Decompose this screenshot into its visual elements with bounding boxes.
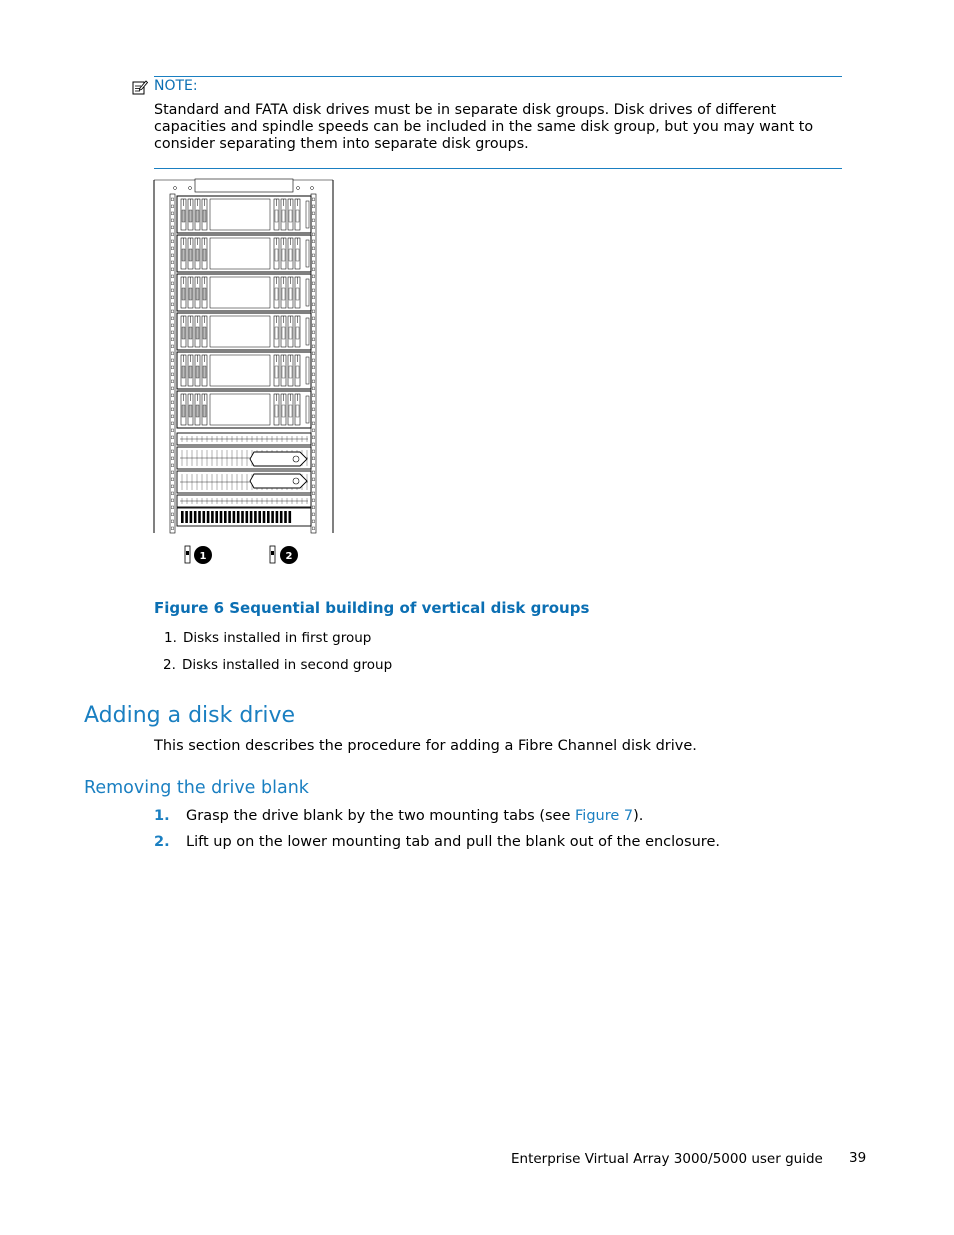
rail-hole bbox=[312, 387, 315, 390]
power-outlet bbox=[194, 511, 197, 523]
power-outlet bbox=[254, 511, 257, 523]
disk-handle bbox=[296, 210, 299, 222]
rail-hole bbox=[312, 520, 315, 523]
rail-hole bbox=[312, 366, 315, 369]
controller-bezel bbox=[250, 452, 307, 466]
disk-handle bbox=[282, 249, 285, 261]
figure-7-link[interactable]: Figure 7 bbox=[575, 808, 634, 824]
rail-hole bbox=[312, 436, 315, 439]
disk-handle bbox=[289, 366, 292, 378]
disk-handle bbox=[189, 327, 192, 339]
power-outlet bbox=[190, 511, 193, 523]
disk-handle bbox=[196, 405, 199, 417]
step-1-text bbox=[186, 808, 643, 824]
power-outlet bbox=[198, 511, 201, 523]
rail-hole bbox=[312, 219, 315, 222]
rail-hole bbox=[312, 478, 315, 481]
rail-hole bbox=[312, 226, 315, 229]
callout-2-marker bbox=[270, 546, 298, 564]
power-outlet bbox=[224, 511, 227, 523]
power-outlet bbox=[233, 511, 236, 523]
rail-hole bbox=[312, 352, 315, 355]
step-2-text: Lift up on the lower mounting tab and pull the blank out of the enclosure. bbox=[186, 834, 720, 850]
disk-handle bbox=[189, 405, 192, 417]
note-text: Standard and FATA disk drives must be in separate disk groups. Disk drives of different capacities and spindle speeds can be included in the same disk group, but you may want to consider separating them into separate disk groups. bbox=[154, 102, 814, 152]
power-outlet bbox=[237, 511, 240, 523]
disk-handle bbox=[289, 327, 292, 339]
rail-hole bbox=[312, 296, 315, 299]
power-outlet bbox=[241, 511, 244, 523]
section-intro: This section describes the procedure for adding a Fibre Channel disk drive. bbox=[154, 738, 697, 754]
rail-hole bbox=[171, 226, 174, 229]
disk-handle bbox=[296, 288, 299, 300]
rail-hole bbox=[312, 198, 315, 201]
rail-hole bbox=[171, 422, 174, 425]
page-number: 39 bbox=[849, 1150, 867, 1166]
rail-hole bbox=[312, 415, 315, 418]
rail-hole bbox=[171, 380, 174, 383]
rail-hole bbox=[171, 513, 174, 516]
rail-hole bbox=[171, 485, 174, 488]
disk-handle bbox=[203, 288, 206, 300]
power-outlet bbox=[211, 511, 214, 523]
rail-hole bbox=[312, 205, 315, 208]
rail-hole bbox=[312, 471, 315, 474]
disk-handle bbox=[296, 405, 299, 417]
rail-hole bbox=[171, 198, 174, 201]
rail-hole bbox=[312, 268, 315, 271]
rail-hole bbox=[171, 212, 174, 215]
rail-hole bbox=[312, 317, 315, 320]
disk-handle bbox=[182, 366, 185, 378]
rail-hole bbox=[312, 457, 315, 460]
rail-hole bbox=[171, 219, 174, 222]
rail-hole bbox=[171, 366, 174, 369]
disk-handle bbox=[203, 405, 206, 417]
rail-hole bbox=[312, 429, 315, 432]
subsection-heading: Removing the drive blank bbox=[84, 778, 309, 798]
power-outlet bbox=[263, 511, 266, 523]
rail-hole bbox=[171, 387, 174, 390]
note-pencil-icon bbox=[132, 79, 148, 95]
rail-hole bbox=[171, 338, 174, 341]
rail-hole bbox=[312, 254, 315, 257]
section-heading: Adding a disk drive bbox=[84, 703, 296, 728]
disk-handle bbox=[282, 405, 285, 417]
rail-hole bbox=[171, 450, 174, 453]
rail-hole bbox=[171, 282, 174, 285]
power-outlet bbox=[207, 511, 210, 523]
rail-hole bbox=[312, 338, 315, 341]
power-outlet bbox=[220, 511, 223, 523]
power-outlet bbox=[250, 511, 253, 523]
callout-2-label: 2 bbox=[285, 551, 293, 562]
rail-hole bbox=[312, 289, 315, 292]
note-top-rule bbox=[154, 76, 842, 77]
step-1-text-before: Grasp the drive blank by the two mounting tabs (see bbox=[186, 808, 575, 824]
power-outlet bbox=[280, 511, 283, 523]
rail-hole bbox=[312, 422, 315, 425]
disk-handle bbox=[296, 366, 299, 378]
rail-hole bbox=[171, 520, 174, 523]
rail-hole bbox=[171, 415, 174, 418]
disk-handle bbox=[296, 327, 299, 339]
disk-handle bbox=[275, 366, 278, 378]
rail-hole bbox=[312, 394, 315, 397]
rail-hole bbox=[312, 380, 315, 383]
rail-hole bbox=[171, 317, 174, 320]
callout-1-label: 1 bbox=[199, 551, 207, 562]
rail-hole bbox=[171, 345, 174, 348]
power-outlet bbox=[203, 511, 206, 523]
disk-handle bbox=[203, 210, 206, 222]
power-outlet bbox=[258, 511, 261, 523]
rail-hole bbox=[312, 261, 315, 264]
disk-handle bbox=[203, 327, 206, 339]
rail-hole bbox=[312, 499, 315, 502]
disk-handle bbox=[289, 405, 292, 417]
rail-hole bbox=[171, 394, 174, 397]
rail-hole bbox=[171, 527, 174, 530]
disk-handle bbox=[275, 288, 278, 300]
rail-hole bbox=[171, 310, 174, 313]
rail-hole bbox=[312, 359, 315, 362]
power-outlet bbox=[271, 511, 274, 523]
disk-handle bbox=[282, 327, 285, 339]
rail-hole bbox=[171, 478, 174, 481]
power-outlet bbox=[228, 511, 231, 523]
disk-handle bbox=[189, 210, 192, 222]
rail-hole bbox=[312, 310, 315, 313]
power-outlet bbox=[289, 511, 292, 523]
rail-hole bbox=[312, 233, 315, 236]
disk-handle bbox=[282, 366, 285, 378]
rail-hole bbox=[312, 303, 315, 306]
rail-hole bbox=[312, 282, 315, 285]
power-outlet bbox=[284, 511, 287, 523]
rail-hole bbox=[312, 506, 315, 509]
disk-handle bbox=[189, 366, 192, 378]
disk-handle bbox=[203, 249, 206, 261]
rail-hole bbox=[171, 275, 174, 278]
rail-hole bbox=[312, 492, 315, 495]
disk-handle bbox=[196, 288, 199, 300]
power-outlet bbox=[181, 511, 184, 523]
disk-handle bbox=[282, 288, 285, 300]
disk-handle bbox=[196, 210, 199, 222]
disk-handle bbox=[289, 249, 292, 261]
disk-handle bbox=[282, 210, 285, 222]
step-2-number: 2. bbox=[154, 834, 170, 850]
footer-title: Enterprise Virtual Array 3000/5000 user guide bbox=[511, 1151, 823, 1167]
disk-handle bbox=[275, 210, 278, 222]
rail-hole bbox=[312, 345, 315, 348]
rail-hole bbox=[171, 457, 174, 460]
rail-hole bbox=[312, 443, 315, 446]
disk-handle bbox=[189, 249, 192, 261]
rail-hole bbox=[171, 401, 174, 404]
legend-item-1-number: 1. bbox=[164, 630, 177, 646]
rail-hole bbox=[171, 233, 174, 236]
rail-hole bbox=[171, 261, 174, 264]
rail-hole bbox=[312, 275, 315, 278]
power-outlet bbox=[185, 511, 188, 523]
note-bottom-rule bbox=[154, 168, 842, 169]
rail-hole bbox=[312, 450, 315, 453]
rail-hole bbox=[171, 429, 174, 432]
rail-hole bbox=[171, 373, 174, 376]
disk-handle bbox=[182, 249, 185, 261]
power-outlet bbox=[215, 511, 218, 523]
disk-handle bbox=[296, 249, 299, 261]
rail-hole bbox=[312, 527, 315, 530]
step-1-number: 1. bbox=[154, 808, 170, 824]
step-1-text-after: ). bbox=[633, 808, 644, 824]
power-outlet bbox=[267, 511, 270, 523]
rail-hole bbox=[312, 331, 315, 334]
rack-illustration bbox=[150, 176, 340, 571]
rail-hole bbox=[312, 464, 315, 467]
disk-handle bbox=[182, 327, 185, 339]
rail-hole bbox=[312, 513, 315, 516]
rail-hole bbox=[171, 408, 174, 411]
rail-hole bbox=[171, 506, 174, 509]
legend-item-2-number: 2. bbox=[163, 657, 176, 673]
rail-hole bbox=[171, 296, 174, 299]
rail-hole bbox=[171, 331, 174, 334]
rail-hole bbox=[171, 289, 174, 292]
callout-1-marker bbox=[185, 546, 212, 564]
disk-handle bbox=[203, 366, 206, 378]
disk-handle bbox=[275, 249, 278, 261]
rail-hole bbox=[312, 401, 315, 404]
rail-hole bbox=[171, 492, 174, 495]
disk-handle bbox=[275, 327, 278, 339]
rail-hole bbox=[171, 268, 174, 271]
rail-hole bbox=[312, 247, 315, 250]
disk-handle bbox=[182, 288, 185, 300]
disk-handle bbox=[196, 366, 199, 378]
rail-hole bbox=[312, 485, 315, 488]
disk-handle bbox=[196, 249, 199, 261]
power-outlet bbox=[246, 511, 249, 523]
legend-item-1-text: Disks installed in first group bbox=[183, 630, 372, 646]
disk-handle bbox=[196, 327, 199, 339]
rail-hole bbox=[171, 443, 174, 446]
rail-hole bbox=[171, 464, 174, 467]
figure-caption: Figure 6 Sequential building of vertical disk groups bbox=[154, 599, 590, 617]
rail-hole bbox=[312, 240, 315, 243]
controller-bezel bbox=[250, 474, 307, 488]
legend-item-2-text: Disks installed in second group bbox=[182, 657, 393, 673]
rail-hole bbox=[171, 359, 174, 362]
rail-hole bbox=[171, 205, 174, 208]
rail-hole bbox=[171, 303, 174, 306]
disk-handle bbox=[182, 405, 185, 417]
rail-hole bbox=[171, 471, 174, 474]
power-outlet bbox=[276, 511, 279, 523]
note-label: NOTE: bbox=[154, 78, 198, 94]
disk-handle bbox=[289, 210, 292, 222]
rail-hole bbox=[171, 499, 174, 502]
rail-hole bbox=[312, 212, 315, 215]
rail-hole bbox=[312, 324, 315, 327]
rail-hole bbox=[312, 408, 315, 411]
disk-handle bbox=[182, 210, 185, 222]
rail-hole bbox=[312, 373, 315, 376]
disk-handle bbox=[275, 405, 278, 417]
disk-handle bbox=[189, 288, 192, 300]
rail-hole bbox=[171, 247, 174, 250]
rail-hole bbox=[171, 352, 174, 355]
rail-hole bbox=[171, 324, 174, 327]
rack-contents bbox=[171, 196, 315, 530]
rail-hole bbox=[171, 436, 174, 439]
disk-handle bbox=[289, 288, 292, 300]
rail-hole bbox=[171, 240, 174, 243]
rail-hole bbox=[171, 254, 174, 257]
